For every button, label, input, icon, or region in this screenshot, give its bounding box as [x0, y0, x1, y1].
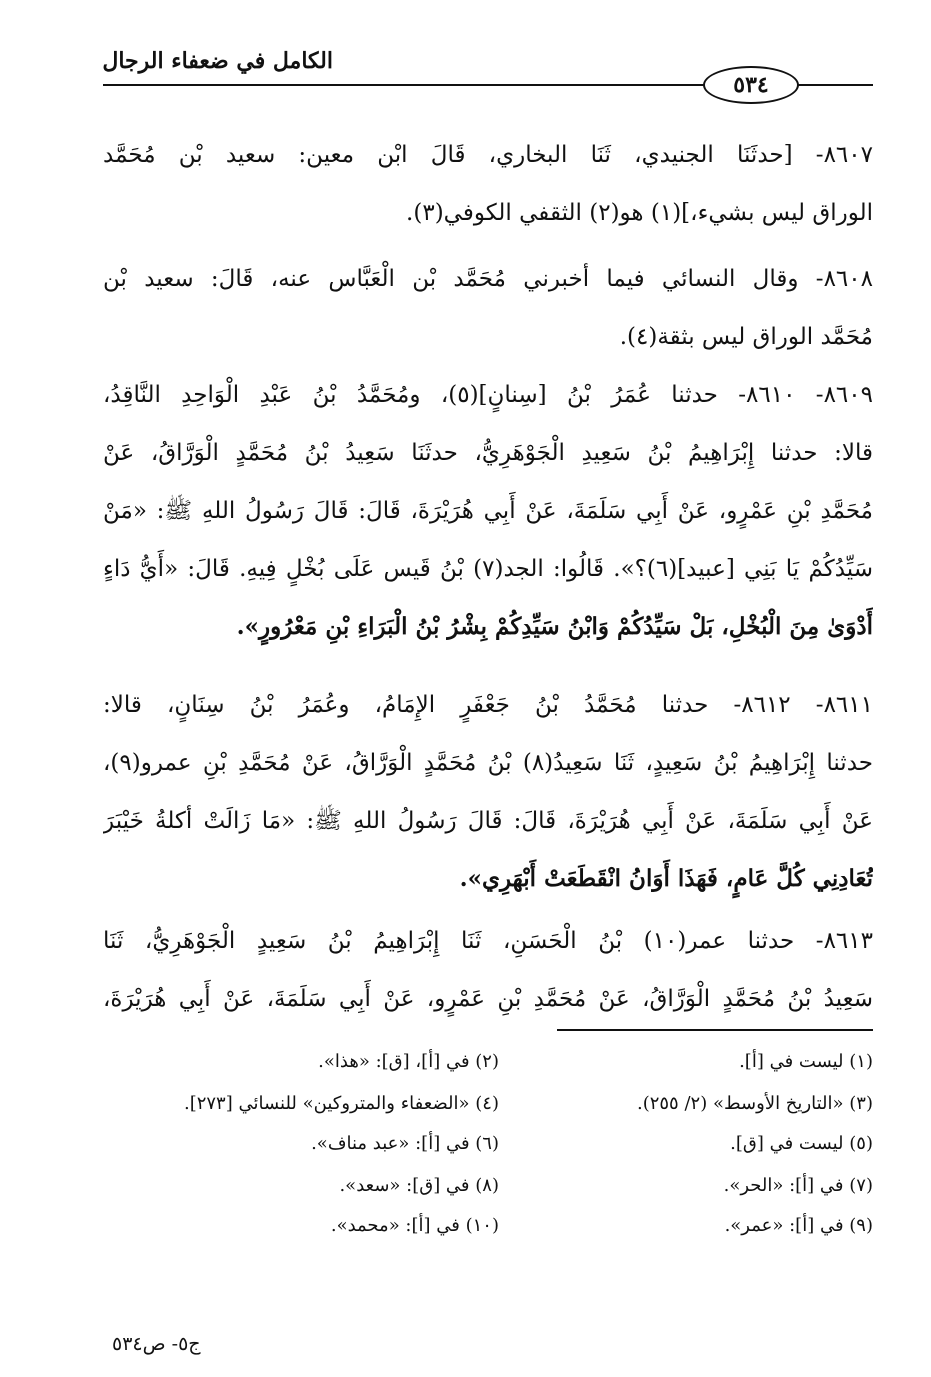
text-line: مُحَمَّدِ بْنِ عَمْرٍو، عَنْ أَبِي سَلَمَةَ، عَنْ أَبِي هُرَيْرَةَ، قَالَ: قَالَ رَسُولُ اللهِ ﷺ: «مَنْ	[103, 498, 873, 524]
text-line: ٨٦٠٧- [حدثَنَا الجنيدي، ثَنَا البخاري، قَالَ ابْن معين: سعيد بْن مُحَمَّد	[103, 142, 873, 168]
footnote: (٦) في [أ]: «عبد مناف».	[311, 1133, 499, 1154]
footnote: (٣) «التاريخ الأوسط» (٢/ ٢٥٥).	[636, 1093, 873, 1114]
running-header-title: الكامل في ضعفاء الرجال	[102, 48, 333, 74]
hadith-paragraph-8608	[103, 250, 873, 366]
hadith-paragraph-8613	[103, 912, 873, 1028]
text-line: ٨٦٠٨- وقال النسائي فيما أخبرني مُحَمَّد بْن الْعَبَّاس عنه، قَالَ: سعيد بْن	[103, 266, 873, 292]
footnote: (٢) في [أ]، [ق]: «هذا».	[318, 1051, 499, 1072]
hadith-paragraph-8611	[103, 676, 873, 908]
text-line: ٨٦١٣- حدثنا عمر(١٠) بْنُ الْحَسَنِ، ثَنَا إِبْرَاهِيمُ بْنُ سَعِيدٍ الْجَوْهَرِيُّ، ثَنَا	[103, 928, 873, 954]
footnote: (٩) في [أ]: «عمر».	[724, 1215, 873, 1236]
text-line: ٨٦٠٩- ٨٦١٠- حدثنا عُمَرُ بْنُ [سِنانٍ](٥)، ومُحَمَّدُ بْنُ عَبْدِ الْوَاحِدِ النَّاقِدُ،	[103, 382, 873, 408]
text-line: تُعَادِنِي كُلَّ عَامٍ، فَهَذَا أَوَانُ انْقَطَعَتْ أَبْهَرِي».	[459, 865, 873, 892]
text-line: مُحَمَّد الوراق ليس بثقة(٤).	[619, 324, 873, 350]
text-line: ٨٦١١- ٨٦١٢- حدثنا مُحَمَّدُ بْنُ جَعْفَرٍ الإِمَامُ، وعُمَرُ بْنُ سِنَانٍ، قالا:	[103, 692, 873, 718]
text-line: الوراق ليس بشيء،](١) هو(٢) الثقفي الكوفي(٣).	[406, 200, 873, 226]
footnote: (١٠) في [أ]: «محمد».	[330, 1215, 499, 1236]
text-line: قالا: حدثنا إِبْرَاهِيمُ بْنُ سَعِيدِ الْجَوْهَرِيُّ، حدثَنَا سَعِيدُ بْنُ مُحَمَّدٍ الْوَرَّاقُ، عَنْ	[103, 440, 873, 466]
text-line: سَعِيدُ بْنُ مُحَمَّدٍ الْوَرَّاقُ، عَنْ مُحَمَّدِ بْنِ عَمْرٍو، عَنْ أَبِي سَلَمَةَ، عَنْ أَبِي هُرَيْرَةَ،	[103, 986, 873, 1012]
hadith-paragraph-8609	[103, 366, 873, 656]
text-line: سَيِّدُكُمْ يَا بَنِي [عبيد](٦)؟». قَالُوا: الجد(٧) بْنُ قَيس عَلَى بُخْلٍ فِيهِ. قَالَ: «أَيُّ دَاءٍ	[103, 556, 873, 582]
volume-page-reference: ج٥- ص٥٣٤	[112, 1333, 201, 1355]
footnote: (٧) في [أ]: «الحر».	[723, 1175, 873, 1196]
text-line: حدثنا إِبْرَاهِيمُ بْنُ سَعِيدٍ، ثَنَا سَعِيدُ(٨) بْنُ مُحَمَّدٍ الْوَرَّاقُ، عَنْ مُحَمَّدِ بْنِ عمرو(٩)،	[103, 750, 873, 776]
footnote: (٨) في [ق]: «سعد».	[339, 1175, 499, 1196]
footnote: (٤) «الضعفاء والمتروكين» للنسائي [٢٧٣].	[183, 1093, 499, 1114]
hadith-paragraph-8607	[103, 126, 873, 242]
page-number-badge: ٥٣٤	[703, 66, 799, 104]
text-line: أَدْوَىٰ مِنَ الْبُخْلِ، بَلْ سَيِّدُكُمْ وَابْنُ سَيِّدِكُمْ بِشْرُ بْنُ الْبَرَاءِ بْنِ مَعْرُورٍ».	[236, 613, 873, 640]
footnote: (٥) ليست في [ق].	[730, 1133, 873, 1154]
footnote: (١) ليست في [أ].	[739, 1051, 873, 1072]
footnote-rule	[557, 1029, 873, 1031]
text-line: عَنْ أَبِي سَلَمَةَ، عَنْ أَبِي هُرَيْرَةَ، قَالَ: قَالَ رَسُولُ اللهِ ﷺ: «مَا زَالَتْ أكلةُ خَيْبَرَ	[103, 808, 873, 834]
